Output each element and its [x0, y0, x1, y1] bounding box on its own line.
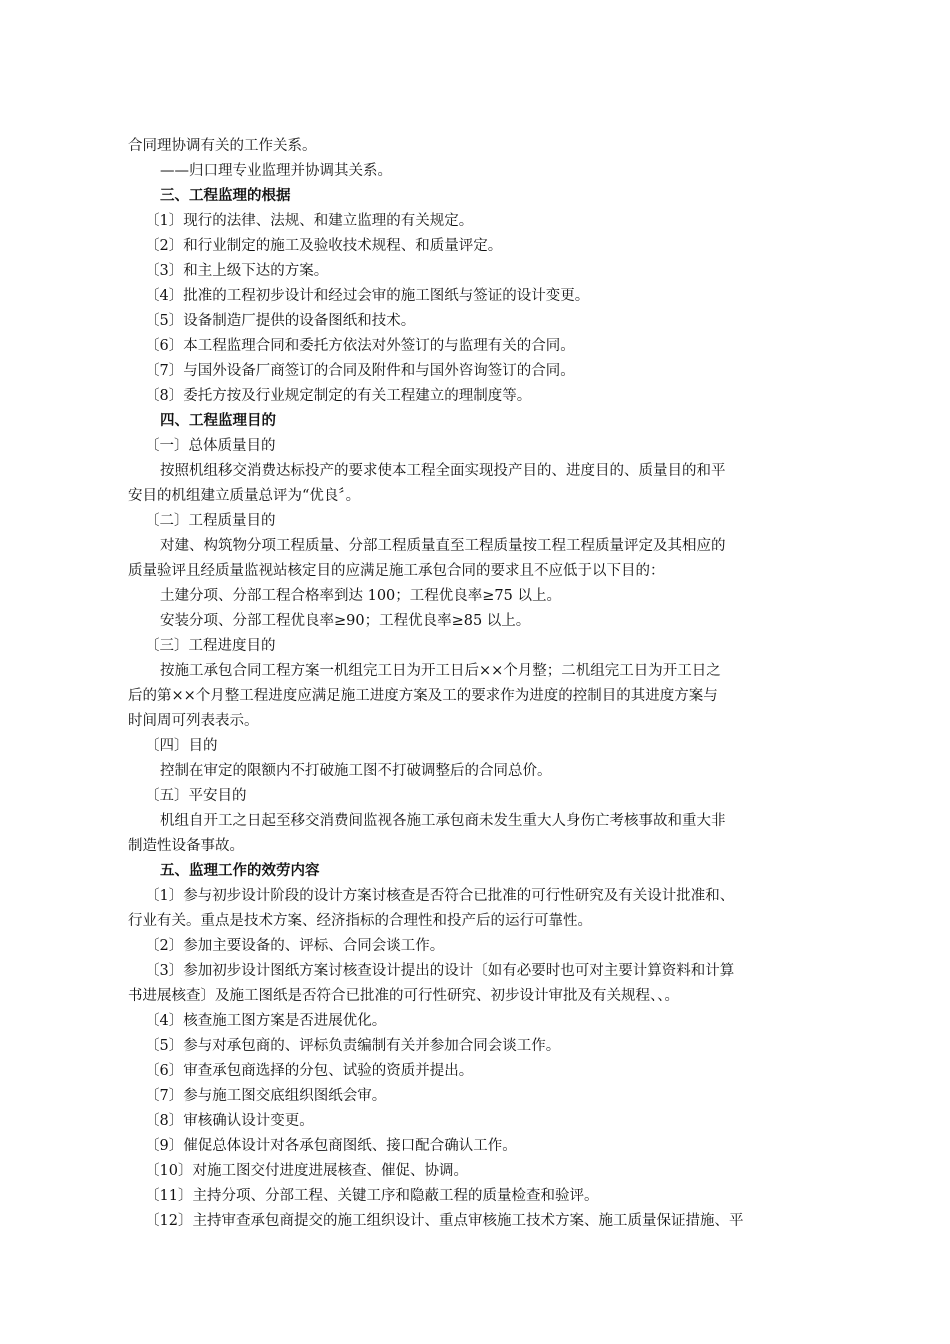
- section-heading: 四、工程监理目的: [160, 413, 276, 429]
- list-item: 〔6〕审查承包商选择的分包、试验的资质并提出。: [145, 1063, 474, 1079]
- text-line: 合同理协调有关的工作关系。: [128, 138, 317, 154]
- paragraph-line: 质量验评且经质量监视站核定目的应满足施工承包合同的要求且不应低于以下目的：: [128, 563, 665, 579]
- section-heading: 五、监理工作的效劳内容: [160, 863, 320, 879]
- list-item: 〔8〕委托方按及行业规定制定的有关工程建立的理制度等。: [145, 388, 532, 404]
- paragraph-line: 对建、构筑物分项工程质量、分部工程质量直至工程质量按工程工程质量评定及其相应的: [160, 538, 726, 554]
- paragraph-line: 土建分项、分部工程合格率到达 100；工程优良率≥75 以上。: [160, 588, 561, 604]
- list-item: 〔1〕参与初步设计阶段的设计方案讨核查是否符合已批准的可行性研究及有关设计批准和、: [145, 888, 735, 904]
- paragraph-line: 按施工承包合同工程方案一机组完工日为开工日后××个月整；二机组完工日为开工日之: [160, 663, 721, 679]
- subheading: 〔三〕工程进度目的: [145, 638, 276, 654]
- subheading: 〔一〕总体质量目的: [145, 438, 276, 454]
- list-item: 〔1〕现行的法律、法规、和建立监理的有关规定。: [145, 213, 474, 229]
- list-item: 〔6〕本工程监理合同和委托方依法对外签订的与监理有关的合同。: [145, 338, 575, 354]
- section-heading: 三、工程监理的根据: [160, 188, 291, 204]
- list-item: 〔3〕和主上级下达的方案。: [145, 263, 329, 279]
- list-item: 〔5〕参与对承包商的、评标负责编制有关并参加合同会谈工作。: [145, 1038, 561, 1054]
- paragraph-line: 控制在审定的限额内不打破施工图不打破调整后的合同总价。: [160, 763, 552, 779]
- subheading: 〔四〕目的: [145, 738, 218, 754]
- paragraph-line: 行业有关。重点是技术方案、经济指标的合理性和投产后的运行可靠性。: [128, 913, 592, 929]
- list-item: 〔11〕主持分项、分部工程、关键工序和隐蔽工程的质量检查和验评。: [145, 1188, 599, 1204]
- list-item: 〔7〕参与施工图交底组织图纸会审。: [145, 1088, 387, 1104]
- list-item: 〔5〕设备制造厂提供的设备图纸和技术。: [145, 313, 416, 329]
- paragraph-line: 安目的机组建立质量总评为“优良〞。: [128, 488, 361, 504]
- list-item: 〔3〕参加初步设计图纸方案讨核查设计提出的设计〔如有必要时也可对主要计算资料和计算: [145, 963, 735, 979]
- paragraph-line: 制造性设备事故。: [128, 838, 244, 854]
- paragraph-line: 机组自开工之日起至移交消费间监视各施工承包商未发生重大人身伤亡考核事故和重大非: [160, 813, 726, 829]
- list-item: 〔4〕核查施工图方案是否进展优化。: [145, 1013, 387, 1029]
- paragraph-line: 按照机组移交消费达标投产的要求使本工程全面实现投产目的、进度目的、质量目的和平: [160, 463, 726, 479]
- list-item: 〔12〕主持审查承包商提交的施工组织设计、重点审核施工技术方案、施工质量保证措施、平: [145, 1213, 744, 1229]
- subheading: 〔二〕工程质量目的: [145, 513, 276, 529]
- list-item: 〔2〕和行业制定的施工及验收技术规程、和质量评定。: [145, 238, 503, 254]
- paragraph-line: 安装分项、分部工程优良率≥90；工程优良率≥85 以上。: [160, 613, 531, 629]
- subheading: 〔五〕平安目的: [145, 788, 247, 804]
- paragraph-line: 后的第××个月整工程进度应满足施工进度方案及工的要求作为进度的控制目的其进度方案与: [128, 688, 718, 704]
- list-item: 〔8〕审核确认设计变更。: [145, 1113, 314, 1129]
- paragraph-line: 书进展核查〕及施工图纸是否符合已批准的可行性研究、初步设计审批及有关规程、、。: [128, 988, 679, 1004]
- list-item: 〔4〕批准的工程初步设计和经过会审的施工图纸与签证的设计变更。: [145, 288, 590, 304]
- list-item: 〔9〕催促总体设计对各承包商图纸、接口配合确认工作。: [145, 1138, 517, 1154]
- text-line: ——归口理专业监理并协调其关系。: [160, 163, 392, 179]
- list-item: 〔10〕对施工图交付进度进展核查、催促、协调。: [145, 1163, 468, 1179]
- list-item: 〔2〕参加主要设备的、评标、合同会谈工作。: [145, 938, 445, 954]
- paragraph-line: 时间周可列表表示。: [128, 713, 259, 729]
- list-item: 〔7〕与国外设备厂商签订的合同及附件和与国外咨询签订的合同。: [145, 363, 575, 379]
